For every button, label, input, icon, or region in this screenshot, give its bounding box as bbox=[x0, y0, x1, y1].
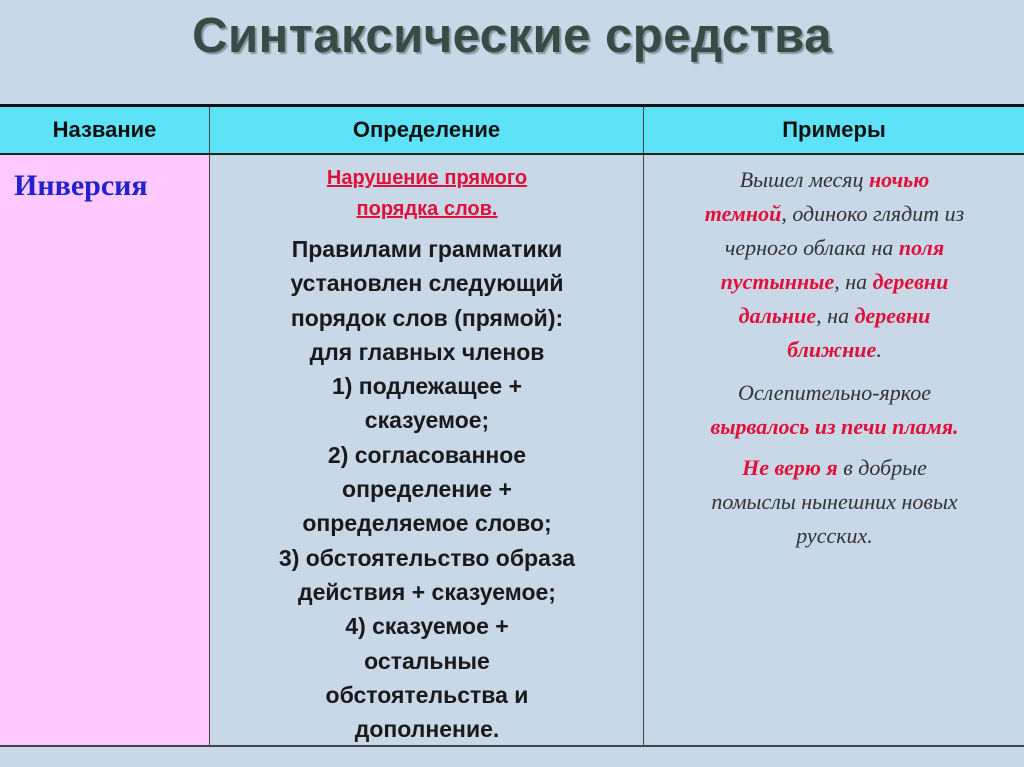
example-highlight: темной bbox=[704, 201, 782, 226]
definition-line: остальные bbox=[364, 647, 490, 674]
definition-cell bbox=[209, 155, 643, 746]
example-2-line-2: вырвалось из печи пламя. bbox=[710, 414, 959, 439]
example-text: черного облака на bbox=[724, 235, 899, 260]
example-highlight: ближние bbox=[787, 337, 877, 362]
example-1-line-6 bbox=[644, 333, 1024, 367]
definition-line: определение + bbox=[342, 476, 512, 503]
example-3-line-1 bbox=[644, 451, 1024, 485]
definition-line: 2) согласованное bbox=[327, 441, 527, 468]
table-header-row bbox=[0, 107, 1024, 155]
example-text: , одиноко глядит из bbox=[781, 201, 965, 226]
definition-line: сказуемое; bbox=[364, 407, 490, 434]
definition-line: Правилами грамматики bbox=[291, 236, 563, 262]
table-bottom-border bbox=[0, 745, 1024, 747]
term-cell bbox=[0, 155, 209, 746]
example-highlight: Не верю я bbox=[742, 455, 838, 480]
example-2-line-1: Ослепительно-яркое bbox=[738, 380, 931, 405]
example-text: в добрые bbox=[837, 455, 927, 480]
definition-heading-line: Нарушение прямого bbox=[326, 167, 528, 189]
example-3-line-3: русских. bbox=[796, 523, 873, 548]
definition-line: для главных членов bbox=[309, 338, 545, 365]
example-text: , на bbox=[816, 303, 855, 328]
example-text: , на bbox=[834, 269, 873, 294]
header-definition: Определение bbox=[209, 107, 643, 153]
slide-title: Синтаксические средства bbox=[192, 9, 832, 63]
example-highlight: пустынные bbox=[720, 269, 835, 294]
example-1-line-5 bbox=[644, 299, 1024, 333]
definition-line: определяемое слово; bbox=[302, 510, 552, 537]
example-1-line-1 bbox=[644, 163, 1024, 197]
example-highlight: деревни bbox=[854, 303, 931, 328]
example-text: Вышел месяц bbox=[739, 167, 869, 192]
example-highlight: ночью bbox=[868, 167, 930, 192]
example-highlight: дальние bbox=[738, 303, 817, 328]
example-3-line-2: помыслы нынешних новых bbox=[711, 489, 958, 514]
terms-table bbox=[0, 104, 1024, 746]
example-1 bbox=[644, 163, 1024, 367]
definition-line: обстоятельства и bbox=[325, 681, 529, 708]
example-highlight: деревни bbox=[872, 269, 949, 294]
definition-line: 4) сказуемое + bbox=[345, 613, 509, 640]
example-3 bbox=[644, 451, 1024, 553]
definition-text bbox=[210, 232, 644, 746]
example-1-line-2 bbox=[644, 197, 1024, 231]
header-name: Название bbox=[52, 117, 157, 142]
definition-line: действия + сказуемое; bbox=[298, 578, 556, 605]
example-1-line-4 bbox=[644, 265, 1024, 299]
definition-heading-line: порядка слов. bbox=[356, 198, 498, 220]
definition-heading bbox=[210, 163, 644, 225]
term-name: Инверсия bbox=[14, 169, 148, 202]
example-1-line-3 bbox=[644, 231, 1024, 265]
definition-line: 1) подлежащее + bbox=[331, 373, 523, 400]
header-examples: Примеры bbox=[643, 107, 1024, 153]
examples-cell bbox=[643, 155, 1024, 746]
example-highlight: поля bbox=[898, 235, 945, 260]
definition-line: установлен следующий bbox=[290, 270, 564, 297]
example-2 bbox=[644, 376, 1024, 444]
definition-line: порядок слов (прямой): bbox=[290, 304, 564, 331]
definition-line: дополнение. bbox=[354, 716, 500, 743]
definition-line: 3) обстоятельство образа bbox=[278, 544, 576, 571]
example-text: . bbox=[876, 337, 882, 362]
